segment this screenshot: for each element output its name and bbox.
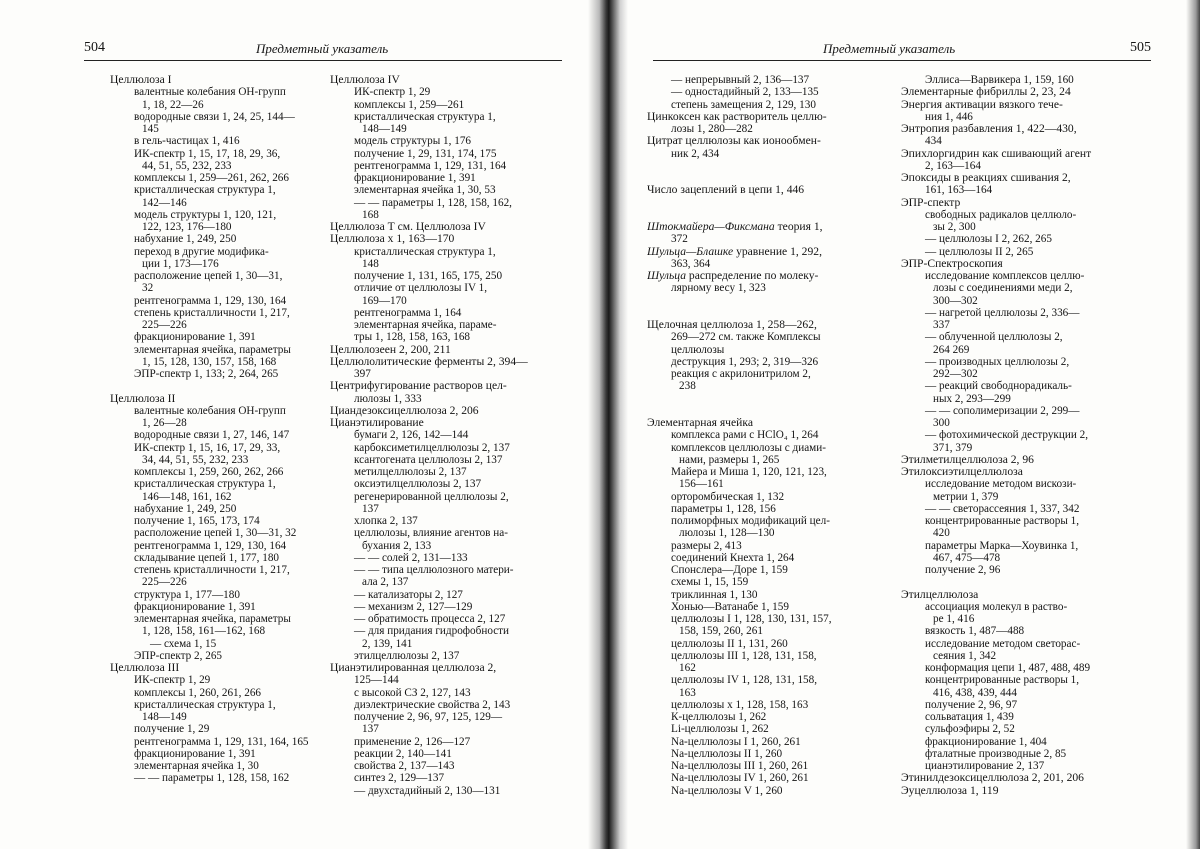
index-heading: Целлюлозеен 2, 200, 211 bbox=[330, 343, 451, 356]
page-number: 505 bbox=[1130, 40, 1151, 55]
index-subentry: целлюлозы х 1, 128, 158, 163 bbox=[671, 698, 809, 711]
index-subentry: 122, 123, 176—180 bbox=[142, 221, 232, 233]
index-subentry: 292—302 bbox=[933, 368, 978, 380]
index-subentry: нами, размеры 1, 265 bbox=[679, 453, 780, 466]
author-name: Штокмайера—Фиксмана bbox=[647, 221, 775, 233]
index-heading: Этилцеллюлоза bbox=[901, 588, 979, 601]
index-heading: Элементарная ячейка bbox=[647, 417, 753, 429]
index-subentry: лярному весу 1, 323 bbox=[671, 282, 766, 295]
index-heading: Этинилдезоксицеллюлоза 2, 201, 206 bbox=[901, 772, 1084, 785]
index-subentry: 225—226 bbox=[142, 576, 187, 589]
index-subentry: вязкость 1, 487—488 bbox=[925, 625, 1025, 638]
index-subentry: 125—144 bbox=[354, 674, 399, 687]
index-subentry: ала 2, 137 bbox=[362, 576, 409, 589]
index-subentry: фракционирование 1, 391 bbox=[134, 747, 256, 760]
index-subentry: элементарная ячейка, парамe- bbox=[354, 319, 497, 331]
index-subentry: 1, 18, 22—26 bbox=[142, 98, 204, 111]
index-subentry: ИК-спектр 1, 29 bbox=[354, 86, 431, 99]
index-heading: Щелочная целлюлоза 1, 258—262, bbox=[647, 319, 817, 331]
index-subentry: целлюлозы I 1, 128, 130, 131, 157, bbox=[671, 613, 832, 625]
index-column-left-2 bbox=[330, 74, 554, 797]
index-subentry: — производных целлюлозы 2, bbox=[925, 355, 1070, 368]
index-subentry: получение 1, 29, 131, 174, 175 bbox=[354, 147, 497, 160]
index-subentry: получение 2, 96, 97, 125, 129— bbox=[354, 711, 503, 723]
index-subentry: орторомбическая 1, 132 bbox=[671, 490, 785, 503]
index-subentry: 434 bbox=[925, 135, 942, 148]
index-subentry: 225—226 bbox=[142, 319, 187, 331]
index-subentry: 269—272 см. также Комплексы bbox=[671, 331, 821, 344]
running-head: Предметный указатель bbox=[823, 41, 956, 56]
index-subentry: 137 bbox=[362, 723, 379, 736]
index-subentry: — целлюлозы II 2, 265 bbox=[925, 245, 1034, 258]
index-subentry: складывание цепей 1, 177, 180 bbox=[134, 551, 280, 564]
index-subentry: зы 2, 300 bbox=[933, 221, 976, 233]
index-subentry: метилцеллюлозы 2, 137 bbox=[354, 466, 467, 478]
index-subentry: ксантогената целлюлозы 2, 137 bbox=[354, 453, 503, 466]
running-head: Предметный указатель bbox=[256, 41, 389, 56]
index-subentry: параметры Марка—Хоувинка 1, bbox=[925, 539, 1079, 552]
index-heading: Число зацеплений в цепи 1, 446 bbox=[647, 184, 805, 197]
index-column-right-2 bbox=[901, 74, 1149, 797]
index-subentry: сульфоэфиры 2, 52 bbox=[925, 723, 1015, 736]
index-subentry: — — светорассеяния 1, 337, 342 bbox=[925, 502, 1080, 515]
index-heading: Элементарные фибриллы 2, 23, 24 bbox=[901, 86, 1071, 99]
index-subentry: 34, 44, 51, 55, 232, 233 bbox=[142, 453, 249, 466]
index-heading: ЭПР-спектр bbox=[901, 196, 961, 209]
index-subentry: — одностадийный 2, 133—135 bbox=[671, 86, 819, 99]
index-subentry: комплексы 1, 259—261 bbox=[354, 98, 465, 111]
index-subentry: 300—302 bbox=[933, 294, 978, 307]
index-subentry: получение 1, 29 bbox=[134, 723, 210, 736]
index-subentry: структура 1, 177—180 bbox=[134, 588, 240, 601]
index-subentry: рентгенограмма 1, 129, 131, 164, 165 bbox=[134, 735, 309, 748]
index-subentry: фракционирование 1, 391 bbox=[134, 600, 256, 613]
index-subentry: 2, 139, 141 bbox=[362, 637, 413, 650]
index-subentry: лозы с соединениями меди 2, bbox=[933, 282, 1073, 295]
left-page bbox=[0, 0, 590, 849]
index-subentry: исследование комплексов целлю- bbox=[925, 270, 1085, 282]
index-subentry: оксиэтилцеллюлозы 2, 137 bbox=[354, 478, 482, 491]
index-subentry: целлюлозы IV 1, 128, 131, 158, bbox=[671, 674, 818, 687]
index-entry-rest: уравнение 1, 292, bbox=[733, 245, 822, 258]
index-spacer bbox=[647, 393, 883, 418]
index-subentry: — — типа целлюлозного матери- bbox=[354, 564, 514, 576]
index-subentry: хлопка 2, 137 bbox=[354, 515, 418, 527]
index-subentry: 169—170 bbox=[362, 294, 407, 307]
index-subentry: переход в другие модифика- bbox=[134, 245, 269, 258]
index-subentry: Эллиса—Варвикера 1, 159, 160 bbox=[925, 74, 1074, 86]
index-subentry: ассоциация молекул в раство- bbox=[925, 600, 1068, 613]
index-subentry: комплекса рами с HClO₄ 1, 264 bbox=[671, 429, 819, 442]
index-subentry: 238 bbox=[679, 380, 696, 393]
index-subentry: 1, 15, 128, 130, 157, 158, 168 bbox=[142, 355, 277, 368]
index-subentry: ник 2, 434 bbox=[671, 147, 720, 160]
right-page bbox=[625, 0, 1200, 849]
index-subentry: степень кристалличности 1, 217, bbox=[134, 306, 290, 319]
right-page-header bbox=[653, 40, 1151, 61]
index-subentry: рентгенограмма 1, 129, 130, 164 bbox=[134, 294, 287, 307]
index-subentry: Na-целлюлозы I 1, 260, 261 bbox=[671, 735, 801, 748]
author-name: Шульца bbox=[647, 270, 686, 282]
index-subentry: ния 1, 446 bbox=[925, 110, 973, 123]
index-entry-rest: распределение по молеку- bbox=[686, 270, 819, 282]
left-page-header bbox=[84, 40, 562, 61]
index-subentry: синтез 2, 129—137 bbox=[354, 772, 445, 785]
index-subentry: — непрерывный 2, 136—137 bbox=[671, 74, 810, 86]
index-subentry: 32 bbox=[142, 282, 154, 295]
index-subentry: этилцеллюлозы 2, 137 bbox=[354, 649, 460, 662]
index-subentry: элементарная ячейка, параметры bbox=[134, 613, 291, 625]
index-subentry: рентгенограмма 1, 129, 131, 164 bbox=[354, 159, 507, 172]
index-subentry: триклинная 1, 130 bbox=[671, 588, 758, 601]
index-heading bbox=[647, 246, 883, 258]
index-entry-rest: теория 1, bbox=[774, 221, 823, 233]
index-subentry: Хонью—Ватанабе 1, 159 bbox=[671, 600, 789, 613]
index-subentry: 363, 364 bbox=[671, 257, 711, 270]
index-subentry: Майера и Миша 1, 120, 121, 123, bbox=[671, 466, 827, 478]
index-subentry: — для придания гидрофобности bbox=[354, 625, 510, 638]
index-subentry: кристаллическая структура 1, bbox=[134, 698, 276, 711]
index-subentry: с высокой СЗ 2, 127, 143 bbox=[354, 686, 471, 699]
index-subentry: сольватация 1, 439 bbox=[925, 711, 1014, 723]
index-subentry: целлюлозы III 1, 128, 131, 158, bbox=[671, 649, 817, 662]
index-subentry: комплексы 1, 259—261, 262, 266 bbox=[134, 172, 289, 184]
index-subentry: свойства 2, 137—143 bbox=[354, 760, 455, 772]
index-subentry: модель структуры 1, 176 bbox=[354, 135, 472, 148]
index-subentry: 168 bbox=[362, 208, 379, 221]
index-subentry: применение 2, 126—127 bbox=[354, 735, 471, 748]
index-subentry: 161, 163—164 bbox=[925, 184, 993, 197]
index-subentry: целлюлозы bbox=[671, 343, 725, 356]
index-subentry: целлюлозы, влияние агентов на- bbox=[354, 527, 508, 540]
index-subentry: ИК-спектр 1, 29 bbox=[134, 674, 211, 687]
index-subentry: 163 bbox=[679, 686, 696, 699]
index-subentry: расположение цепей 1, 30—31, 32 bbox=[134, 527, 297, 540]
index-subentry: полиморфных модификаций цел- bbox=[671, 515, 830, 527]
index-subentry: — реакций свободнорадикаль- bbox=[925, 380, 1072, 393]
index-subentry: 420 bbox=[933, 527, 950, 540]
index-subentry: фракционирование 1, 391 bbox=[354, 172, 476, 184]
index-subentry: 162 bbox=[679, 662, 696, 674]
index-subentry: фталатные производные 2, 85 bbox=[925, 747, 1067, 760]
index-subentry: бумаги 2, 126, 142—144 bbox=[354, 429, 469, 442]
index-subentry: тры 1, 128, 158, 163, 168 bbox=[354, 331, 471, 344]
index-subentry: рентгенограмма 1, 164 bbox=[354, 306, 462, 319]
index-subentry: рентгенограмма 1, 129, 130, 164 bbox=[134, 539, 287, 552]
index-subentry: 148—149 bbox=[362, 123, 407, 135]
index-heading: Цитрат целлюлозы как ионообмен- bbox=[647, 135, 821, 148]
index-heading: Целлюлоза х 1, 163—170 bbox=[330, 233, 455, 246]
index-subentry: 148 bbox=[362, 257, 379, 270]
index-subentry: Na-целлюлозы III 1, 260, 261 bbox=[671, 760, 809, 772]
index-subentry: — катализаторы 2, 127 bbox=[354, 588, 463, 601]
index-column-right-1 bbox=[647, 74, 883, 797]
index-subentry: 137 bbox=[362, 502, 379, 515]
index-heading: Центрифугирование растворов цел- bbox=[330, 380, 507, 393]
index-column-left-1 bbox=[110, 74, 330, 785]
index-subentry: — фотохимической деструкции 2, bbox=[925, 429, 1089, 442]
index-subentry: схемы 1, 15, 159 bbox=[671, 576, 749, 589]
index-subentry: фракционирование 1, 391 bbox=[134, 331, 256, 344]
index-subentry: карбоксиметилцеллюлозы 2, 137 bbox=[354, 441, 510, 454]
index-subentry: исследование методом светорас- bbox=[925, 637, 1081, 650]
page-number: 504 bbox=[84, 40, 105, 55]
index-subentry: степень замещения 2, 129, 130 bbox=[671, 98, 816, 111]
index-subentry: люлозы 1, 333 bbox=[354, 392, 422, 405]
index-subentry: люлозы 1, 128—130 bbox=[679, 527, 775, 540]
index-heading: Циандезоксицеллюлоза 2, 206 bbox=[330, 404, 479, 417]
index-subentry: реакция с акрилонитрилом 2, bbox=[671, 368, 811, 380]
index-subentry: 2, 163—164 bbox=[925, 159, 981, 172]
index-subentry: 156—161 bbox=[679, 478, 724, 491]
index-subentry: регенерированной целлюлозы 2, bbox=[354, 490, 509, 503]
index-subentry: 148—149 bbox=[142, 711, 187, 723]
index-heading: Энергия активации вязкого тече- bbox=[901, 98, 1063, 111]
index-subentry: — — солей 2, 131—133 bbox=[354, 551, 468, 564]
index-heading bbox=[647, 221, 883, 233]
index-subentry: соединений Кнехта 1, 264 bbox=[671, 551, 795, 564]
index-subentry: кристаллическая структура 1, bbox=[134, 478, 276, 491]
index-heading bbox=[647, 270, 883, 282]
index-subentry: элементарная ячейка, параметры bbox=[134, 343, 291, 356]
index-subentry: 337 bbox=[933, 319, 950, 331]
index-subentry: концентрированные растворы 1, bbox=[925, 674, 1080, 687]
index-subentry: Li-целлюлозы 1, 262 bbox=[671, 723, 769, 736]
index-subentry: 416, 438, 439, 444 bbox=[933, 686, 1017, 699]
index-subentry: — нагретой целлюлозы 2, 336— bbox=[925, 306, 1080, 319]
index-subentry: ции 1, 173—176 bbox=[142, 257, 219, 270]
index-heading: Цианэтилирование bbox=[330, 417, 424, 429]
index-subentry: диэлектрические свойства 2, 143 bbox=[354, 698, 511, 711]
index-heading: Целлюлоза I bbox=[110, 74, 172, 86]
index-subentry: ИК-спектр 1, 15, 17, 18, 29, 36, bbox=[134, 147, 281, 160]
index-subentry: водородные связи 1, 27, 146, 147 bbox=[134, 429, 290, 442]
index-heading: Этилметилцеллюлоза 2, 96 bbox=[901, 453, 1034, 466]
index-subentry: 1, 26—28 bbox=[142, 417, 187, 429]
index-spacer bbox=[110, 380, 330, 392]
index-subentry: целлюлозы II 1, 131, 260 bbox=[671, 637, 788, 650]
index-subentry: — схема 1, 15 bbox=[150, 637, 217, 650]
index-subentry: элементарная ячейка 1, 30, 53 bbox=[354, 184, 496, 197]
index-subentry: конформация цепи 1, 487, 488, 489 bbox=[925, 662, 1091, 674]
index-subentry: концентрированные растворы 1, bbox=[925, 515, 1080, 527]
index-subentry: валентные колебания ОН-групп bbox=[134, 86, 286, 99]
index-subentry: ЭПР-спектр 1, 133; 2, 264, 265 bbox=[134, 368, 279, 380]
index-subentry: Na-целлюлозы V 1, 260 bbox=[671, 784, 783, 797]
page-edge-shadow bbox=[1186, 0, 1200, 849]
index-subentry: — облученной целлюлозы 2, bbox=[925, 331, 1063, 344]
index-subentry: К-целлюлозы 1, 262 bbox=[671, 711, 767, 723]
index-subentry: 371, 379 bbox=[933, 441, 973, 454]
index-heading: ЭПР-Спектроскопия bbox=[901, 257, 1003, 270]
index-subentry: цианэтилирование 2, 137 bbox=[925, 760, 1045, 772]
index-spacer bbox=[647, 160, 883, 185]
index-subentry: 372 bbox=[671, 233, 688, 246]
index-heading: Целлюлолитические ферменты 2, 394— bbox=[330, 355, 528, 368]
index-subentry: 146—148, 161, 162 bbox=[142, 490, 232, 503]
index-heading: Цинкоксен как растворитель целлю- bbox=[647, 110, 827, 123]
index-subentry: свободных радикалов целлюло- bbox=[925, 208, 1077, 221]
index-subentry: Спонслера—Доре 1, 159 bbox=[671, 564, 788, 576]
index-heading: Целлюлоза IV bbox=[330, 74, 400, 86]
index-subentry: ре 1, 416 bbox=[933, 613, 975, 625]
index-spacer bbox=[901, 576, 1149, 588]
index-subentry: 158, 159, 260, 261 bbox=[679, 625, 763, 638]
index-subentry: — механизм 2, 127—129 bbox=[354, 600, 473, 613]
index-subentry: в гель-частицах 1, 416 bbox=[134, 135, 240, 148]
index-subentry: получение 1, 165, 173, 174 bbox=[134, 515, 260, 527]
index-subentry: кристаллическая структура 1, bbox=[354, 110, 496, 123]
index-subentry: степень кристалличности 1, 217, bbox=[134, 564, 290, 576]
index-subentry: комплексы 1, 260, 261, 266 bbox=[134, 686, 262, 699]
index-subentry: — обратимость процесса 2, 127 bbox=[354, 613, 506, 625]
index-subentry: Na-целлюлозы IV 1, 260, 261 bbox=[671, 772, 809, 785]
index-subentry: 1, 128, 158, 161—162, 168 bbox=[142, 625, 266, 638]
index-subentry: сеяния 1, 342 bbox=[933, 649, 997, 662]
index-heading: Эпоксиды в реакциях сшивания 2, bbox=[901, 172, 1071, 184]
index-subentry: деструкция 1, 293; 2, 319—326 bbox=[671, 355, 819, 368]
index-heading: Целлюлоза Т см. Целлюлоза IV bbox=[330, 221, 486, 233]
index-subentry: 142—146 bbox=[142, 196, 187, 209]
index-subentry: 264 269 bbox=[933, 343, 970, 356]
index-subentry: фракционирование 1, 404 bbox=[925, 735, 1047, 748]
index-heading: Эуцеллюлоза 1, 119 bbox=[901, 784, 999, 797]
index-subentry: получение 2, 96 bbox=[925, 564, 1001, 576]
index-subentry: 467, 475—478 bbox=[933, 551, 1001, 564]
book-gutter bbox=[588, 0, 628, 849]
index-subentry: — целлюлозы I 2, 262, 265 bbox=[925, 233, 1052, 246]
index-subentry: — — параметры 1, 128, 158, 162 bbox=[134, 772, 290, 785]
index-subentry: ных 2, 293—299 bbox=[933, 392, 1011, 405]
index-subentry: размеры 2, 413 bbox=[671, 539, 742, 552]
index-subentry: 397 bbox=[354, 368, 371, 380]
index-spacer bbox=[647, 295, 883, 320]
index-heading: Цианэтилированная целлюлоза 2, bbox=[330, 662, 497, 674]
index-subentry: набухание 1, 249, 250 bbox=[134, 233, 237, 246]
index-subentry: комплексы 1, 259, 260, 262, 266 bbox=[134, 466, 284, 478]
index-subentry: 145 bbox=[142, 123, 159, 135]
index-subentry: набухание 1, 249, 250 bbox=[134, 502, 237, 515]
index-subentry: Na-целлюлозы II 1, 260 bbox=[671, 747, 783, 760]
index-subentry: комплексов целлюлозы с диами- bbox=[671, 441, 826, 454]
index-subentry: — — параметры 1, 128, 158, 162, bbox=[354, 196, 512, 209]
index-subentry: расположение цепей 1, 30—31, bbox=[134, 270, 283, 282]
index-subentry: валентные колебания ОН-групп bbox=[134, 404, 286, 417]
index-heading: Целлюлоза III bbox=[110, 662, 180, 674]
index-subentry: ЭПР-спектр 2, 265 bbox=[134, 649, 223, 662]
index-spacer bbox=[647, 197, 883, 222]
index-subentry: — двухстадийный 2, 130—131 bbox=[354, 784, 501, 797]
index-heading: Целлюлоза II bbox=[110, 392, 176, 405]
index-subentry: параметры 1, 128, 156 bbox=[671, 502, 776, 515]
index-heading: Этилоксиэтилцеллюлоза bbox=[901, 466, 1023, 478]
index-subentry: получение 1, 131, 165, 175, 250 bbox=[354, 270, 503, 282]
index-subentry: кристаллическая структура 1, bbox=[354, 245, 496, 258]
index-subentry: модель структуры 1, 120, 121, bbox=[134, 208, 277, 221]
index-subentry: бухания 2, 133 bbox=[362, 539, 432, 552]
index-subentry: лозы 1, 280—282 bbox=[671, 123, 753, 135]
index-subentry: 44, 51, 55, 232, 233 bbox=[142, 159, 232, 172]
index-subentry: исследование методом вискози- bbox=[925, 478, 1077, 491]
index-subentry: получение 2, 96, 97 bbox=[925, 698, 1018, 711]
index-heading: Энтропия разбавления 1, 422—430, bbox=[901, 123, 1077, 135]
index-subentry: элементарная ячейка 1, 30 bbox=[134, 760, 259, 772]
index-heading: Эпихлоргидрин как сшивающий агент bbox=[901, 147, 1092, 160]
index-subentry: 300 bbox=[933, 417, 950, 429]
index-subentry: отличие от целлюлозы IV 1, bbox=[354, 282, 488, 295]
author-name: Шульца—Блашке bbox=[647, 245, 734, 258]
index-subentry: реакции 2, 140—141 bbox=[354, 747, 452, 760]
index-subentry: метрии 1, 379 bbox=[933, 490, 999, 503]
index-subentry: кристаллическая структура 1, bbox=[134, 184, 276, 197]
index-subentry: ИК-спектр 1, 15, 16, 17, 29, 33, bbox=[134, 441, 281, 454]
index-subentry: водородные связи 1, 24, 25, 144— bbox=[134, 110, 295, 123]
index-subentry: — — сополимеризации 2, 299— bbox=[925, 404, 1080, 417]
